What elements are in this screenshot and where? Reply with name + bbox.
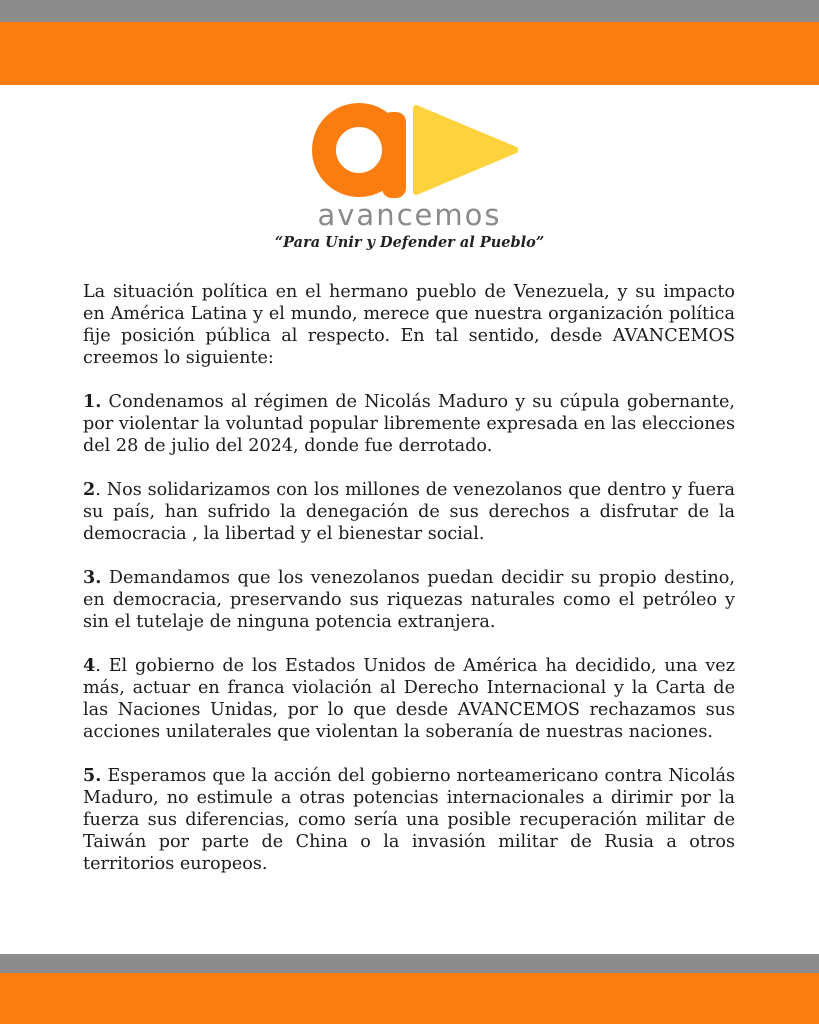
logo-slogan: “Para Unir y Defender al Pueblo” [274, 234, 545, 251]
point-text: Condenamos al régimen de Nicolás Maduro y su cúpula gobernante, por violentar la voluntad popular libremente expresada en las elecciones del 28 de julio del 2024, donde fue derrotado. [83, 392, 735, 456]
bottom-orange-band [0, 973, 819, 1024]
logo-wordmark: avancemos [317, 198, 502, 232]
point-text: . El gobierno de los Estados Unidos de América ha decidido, una vez más, actuar en franca violación al Derecho Internacional y la Carta de las Naciones Unidas, por lo que desde AVANCEMOS rechazamos sus acciones unilaterales que violentan la soberanía de nuestras naciones. [83, 656, 735, 742]
point-text: Demandamos que los venezolanos puedan decidir su propio destino, en democracia, preservando sus riquezas naturales como el petróleo y sin el tutelaje de ninguna potencia extranjera. [83, 568, 735, 632]
point-number: 3. [83, 567, 102, 588]
point-1 [83, 391, 735, 457]
point-5 [83, 765, 735, 875]
avancemos-logo-icon [312, 98, 518, 198]
point-number: 1. [83, 391, 102, 412]
point-number: 4 [83, 655, 96, 676]
top-gray-band [0, 0, 819, 22]
point-number: 2 [83, 479, 96, 500]
point-number: 5. [83, 765, 102, 786]
top-orange-band [0, 22, 819, 85]
bottom-gray-band [0, 954, 819, 973]
point-2 [83, 479, 735, 545]
point-3 [83, 567, 735, 633]
point-text: Esperamos que la acción del gobierno norteamericano contra Nicolás Maduro, no estimule a otras potencias internacionales a dirimir por la fuerza sus diferencias, como sería una posible recuperación militar de Taiwán por parte de China o la invasión militar de Rusia a otros territorios europeos. [83, 766, 735, 874]
intro-paragraph: La situación política en el hermano pueblo de Venezuela, y su impacto en América Latina y el mundo, merece que nuestra organización política fije posición pública al respecto. En tal sentido, desde AVANCEMOS creemos lo siguiente: [83, 282, 735, 368]
point-4 [83, 655, 735, 743]
logo-block [0, 96, 819, 256]
statement-body [83, 281, 735, 897]
point-text: . Nos solidarizamos con los millones de venezolanos que dentro y fuera su país, han sufrido la denegación de sus derechos a disfrutar de la democracia , la libertad y el bienestar social. [83, 480, 735, 544]
